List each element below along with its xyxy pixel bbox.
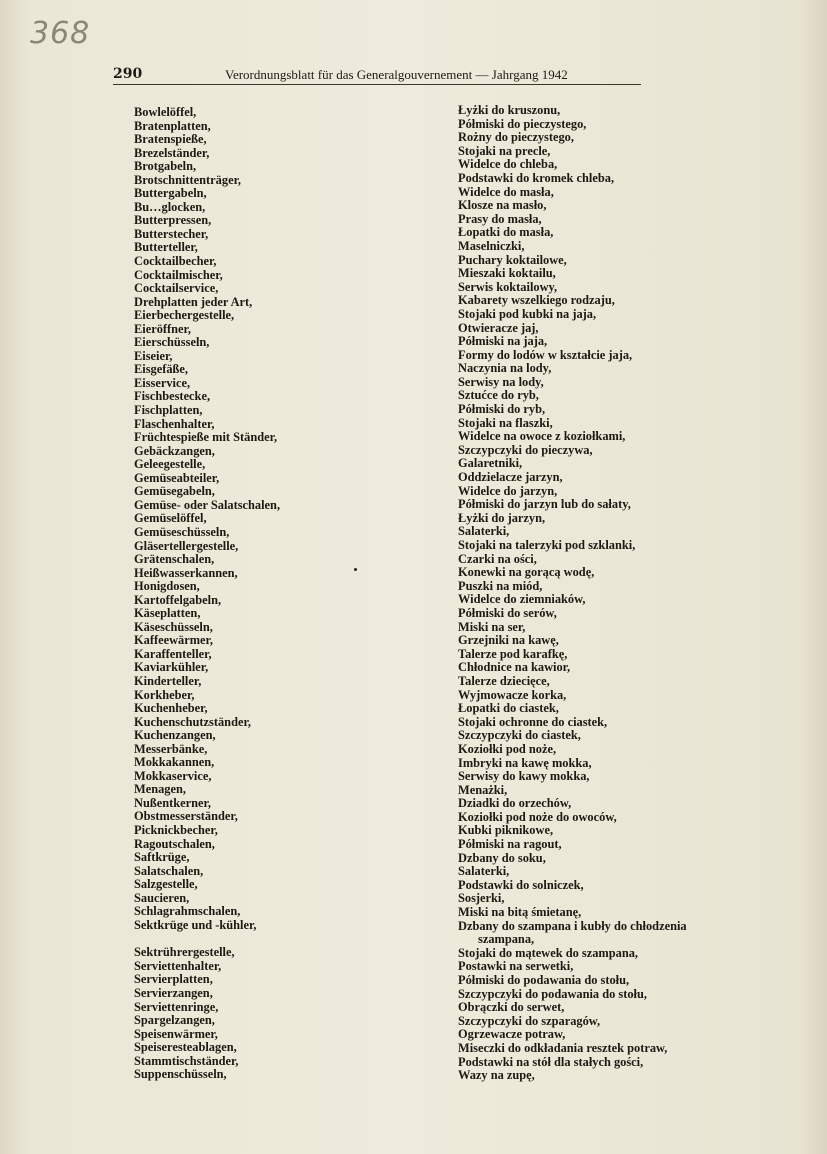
german-term: Gemüselöffel,: [134, 511, 207, 526]
german-term: Honigdosen,: [134, 579, 200, 594]
polish-term: Serwisy do kawy mokka,: [458, 769, 590, 784]
german-term: Saucieren,: [134, 890, 190, 905]
polish-term: Imbryki na kawę mokka,: [458, 755, 592, 770]
polish-term: Maselniczki,: [458, 238, 525, 253]
german-term: Sektkrüge und -kühler,: [134, 917, 257, 932]
polish-term: Konewki na gorącą wodę,: [458, 565, 595, 580]
german-term: Gemüseschüsseln,: [134, 524, 230, 539]
german-term: Servierplatten,: [134, 972, 213, 987]
german-term: Salzgestelle,: [134, 877, 198, 892]
german-term: Kaviarkühler,: [134, 660, 209, 675]
polish-term: Dzbany do szampana i kubły do chłodzenia: [458, 918, 687, 933]
page-number: 290: [113, 66, 143, 82]
polish-term: Otwieracze jaj,: [458, 320, 539, 335]
german-term: Cocktailservice,: [134, 281, 219, 296]
german-term: Kuchenheber,: [134, 701, 208, 716]
german-term: Servierzangen,: [134, 986, 213, 1000]
german-term: Brotschnittenträger,: [134, 172, 242, 187]
polish-term: Widelce na owoce z koziołkami,: [458, 429, 626, 444]
polish-term: Kubki piknikowe,: [458, 823, 554, 838]
polish-term: Widelce do chleba,: [458, 157, 558, 172]
polish-term: Stojaki do mątewek do szampana,: [458, 945, 639, 960]
german-term: Drehplatten jeder Art,: [134, 294, 253, 309]
section-gap: [134, 932, 280, 946]
polish-term: Dziadki do orzechów,: [458, 796, 572, 811]
polish-term: Galaretniki,: [458, 456, 523, 471]
german-term: Gebäckzangen,: [134, 443, 215, 458]
german-term: Butterteller,: [134, 240, 198, 255]
german-term: Bowlelöffel,: [134, 105, 197, 119]
german-term: Salatschalen,: [134, 863, 204, 878]
running-title: Verordnungsblatt für das Generalgouvernement — Jahrgang 1942: [225, 67, 568, 82]
german-term: Kinderteller,: [134, 673, 202, 688]
polish-term: Mieszaki koktailu,: [458, 266, 556, 281]
polish-term: Widelce do jarzyn,: [458, 483, 558, 498]
german-term: Eieröffner,: [134, 321, 192, 336]
header-rule: [113, 84, 641, 85]
polish-term: Talerze dziecięce,: [458, 673, 550, 688]
german-term: Buttergabeln,: [134, 186, 207, 201]
german-term: Speisenwärmer,: [134, 1026, 218, 1041]
german-term: Käseplatten,: [134, 606, 201, 621]
german-term: Eierbechergestelle,: [134, 308, 235, 323]
german-term: Cocktailbecher,: [134, 254, 217, 269]
polish-term: Koziołki pod noże,: [458, 741, 557, 756]
polish-term: Stojaki na flaszki,: [458, 415, 553, 430]
polish-term: Czarki na ości,: [458, 551, 537, 566]
german-term: Menagen,: [134, 782, 186, 797]
polish-term: Stojaki na talerzyki pod szklanki,: [458, 538, 636, 552]
german-term: Ragoutschalen,: [134, 836, 215, 851]
german-term: Eiseier,: [134, 348, 173, 363]
german-term: Eisservice,: [134, 375, 191, 390]
polish-term: Podstawki do kromek chleba,: [458, 170, 615, 185]
polish-term: Ogrzewacze potraw,: [458, 1027, 566, 1042]
german-term: Heißwasserkannen,: [134, 565, 238, 580]
german-term: Obstmesserständer,: [134, 809, 238, 824]
polish-term: Łopatki do masła,: [458, 225, 554, 240]
german-term: Kuchenzangen,: [134, 728, 216, 743]
german-term: Eierschüsseln,: [134, 335, 210, 350]
german-term: Käseschüsseln,: [134, 619, 213, 634]
polish-term: Stojaki ochronne do ciastek,: [458, 714, 608, 729]
polish-term: Puchary koktailowe,: [458, 252, 567, 267]
polish-term: Rożny do pieczystego,: [458, 130, 574, 145]
german-term: Kaffeewärmer,: [134, 633, 214, 648]
polish-term: Naczynia na lody,: [458, 361, 552, 376]
page-header: [113, 66, 643, 84]
german-term-column: [134, 106, 280, 1082]
polish-term-column: [458, 104, 687, 1083]
polish-term: Łopatki do ciastek,: [458, 701, 559, 716]
german-term: Karaffenteller,: [134, 646, 212, 661]
german-term: Geleegestelle,: [134, 457, 206, 472]
polish-term: Podstawki do solniczek,: [458, 877, 584, 892]
polish-term: Grzejniki na kawę,: [458, 633, 559, 648]
german-term: Kartoffelgabeln,: [134, 592, 222, 607]
polish-term: Koziołki pod noże do owoców,: [458, 809, 617, 824]
german-term: Bu…glocken,: [134, 199, 206, 214]
polish-term: Widelce do ziemniaków,: [458, 592, 586, 607]
german-term: Eisgefäße,: [134, 362, 189, 377]
polish-term: Szczypczyki do ciastek,: [458, 728, 581, 743]
polish-term: Wazy na zupę,: [458, 1068, 535, 1083]
german-term: Fischbestecke,: [134, 389, 211, 404]
polish-term: Półmiski do serów,: [458, 605, 557, 620]
german-term: Messerbänke,: [134, 741, 208, 756]
german-term: Kuchenschutzständer,: [134, 714, 251, 729]
polish-term: Sosjerki,: [458, 891, 505, 906]
polish-term: Miski na ser,: [458, 619, 526, 634]
german-term: Früchtespieße mit Ständer,: [134, 430, 278, 445]
polish-term: Salaterki,: [458, 524, 510, 539]
german-term: Nußentkerner,: [134, 795, 211, 810]
polish-term: Półmiski do ryb,: [458, 402, 546, 417]
polish-term: Podstawki na stół dla stałych gości,: [458, 1054, 644, 1069]
german-term: Butterstecher,: [134, 226, 209, 241]
polish-term: Salaterki,: [458, 864, 510, 879]
polish-term: Wyjmowacze korka,: [458, 687, 567, 702]
polish-term: Prasy do masła,: [458, 211, 542, 226]
handwritten-page-number: 368: [30, 16, 91, 51]
polish-term: Menażki,: [458, 782, 508, 797]
polish-term: Miseczki do odkładania resztek potraw,: [458, 1040, 668, 1055]
polish-term: szampana,: [478, 932, 535, 947]
polish-term: Serwis koktailowy,: [458, 279, 558, 294]
polish-term: Półmiski do jarzyn lub do sałaty,: [458, 497, 631, 512]
german-term: Flaschenhalter,: [134, 416, 215, 431]
german-term: Mokkaservice,: [134, 768, 212, 783]
polish-term: Półmiski na ragout,: [458, 837, 562, 852]
german-term: Serviettenhalter,: [134, 958, 222, 973]
german-term: Gläsertellergestelle,: [134, 538, 239, 553]
print-speck: [354, 568, 357, 571]
polish-term: Talerze pod karafkę,: [458, 646, 568, 661]
polish-term: Postawki na serwetki,: [458, 959, 574, 974]
german-term: Gemüse- oder Salatschalen,: [134, 497, 281, 512]
german-term: Fischplatten,: [134, 403, 203, 418]
polish-term: Serwisy na lody,: [458, 374, 544, 389]
polish-term: Półmiski do podawania do stołu,: [458, 973, 630, 987]
german-term: Cocktailmischer,: [134, 267, 223, 282]
polish-term: Łyżki do jarzyn,: [458, 510, 546, 525]
polish-term: Chłodnice na kawior,: [458, 660, 571, 675]
german-term: Grätenschalen,: [134, 552, 215, 567]
german-term: Spargelzangen,: [134, 1013, 215, 1028]
polish-term: Oddzielacze jarzyn,: [458, 470, 563, 485]
german-term: Butterpressen,: [134, 213, 212, 228]
german-term: Mokkakannen,: [134, 755, 215, 770]
german-term: Speiseresteablagen,: [134, 1040, 237, 1055]
german-term: Gemüsegabeln,: [134, 484, 215, 499]
german-term: Suppenschüsseln,: [134, 1067, 227, 1082]
polish-term: Półmiski do pieczystego,: [458, 116, 587, 131]
polish-term: Szczypczyki do szparagów,: [458, 1013, 601, 1028]
polish-term: Klosze na masło,: [458, 198, 547, 213]
german-term: Serviettenringe,: [134, 999, 219, 1014]
polish-term: Widelce do masła,: [458, 184, 554, 199]
german-term: Sektrührergestelle,: [134, 945, 235, 960]
polish-term: Półmiski na jaja,: [458, 334, 548, 349]
polish-term: Szczypczyki do podawania do stołu,: [458, 986, 647, 1001]
german-term: Gemüseabteiler,: [134, 470, 220, 485]
polish-term: Formy do lodów w kształcie jaja,: [458, 347, 633, 362]
polish-term: Dzbany do soku,: [458, 850, 546, 865]
polish-term: Stojaki na precle,: [458, 143, 551, 158]
german-term: Schlagrahmschalen,: [134, 904, 241, 919]
polish-term: Sztućce do ryb,: [458, 388, 539, 403]
polish-term: Puszki na miód,: [458, 578, 543, 593]
german-term: Stammtischständer,: [134, 1053, 239, 1068]
german-term: Picknickbecher,: [134, 822, 218, 837]
german-term: Bratenplatten,: [134, 118, 211, 133]
german-term: Brotgabeln,: [134, 159, 197, 174]
german-term: Saftkrüge,: [134, 850, 190, 865]
german-term: Korkheber,: [134, 687, 195, 702]
polish-term: Obrączki do serwet,: [458, 1000, 565, 1015]
polish-term: Łyżki do kruszonu,: [458, 103, 561, 117]
polish-term: Stojaki pod kubki na jaja,: [458, 306, 597, 321]
german-term: Bratenspieße,: [134, 132, 207, 147]
polish-term: Miski na bitą śmietanę,: [458, 905, 582, 920]
polish-term: Kabarety wszelkiego rodzaju,: [458, 293, 615, 308]
polish-term: Szczypczyki do pieczywa,: [458, 442, 593, 457]
german-term: Brezelständer,: [134, 145, 210, 160]
